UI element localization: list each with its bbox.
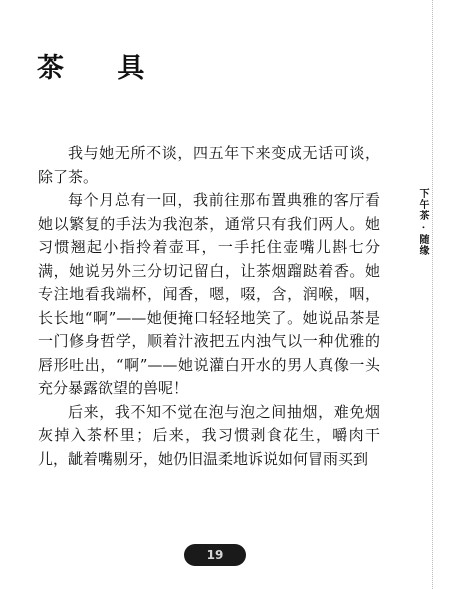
page-edge-line bbox=[432, 0, 433, 589]
body-text bbox=[38, 142, 380, 471]
paragraph: 后来，我不知不觉在泡与泡之间抽烟，难免烟灰掉入茶杯里；后来，我习惯剥食花生，嚼肉干儿，龇着嘴剔牙，她仍旧温柔地诉说如何冒雨买到 bbox=[38, 402, 380, 468]
paragraph: 每个月总有一回，我前往那布置典雅的客厅看她以繁复的手法为我泡茶，通常只有我们两人。她习惯翘起小指拎着壶耳，一手托住壶嘴儿斟七分满，她说另外三分切记留白，让茶烟蹓跶着香。她专注地看我端杯，闻香，嗯，啜，含，润喉，咽，长长地“啊”——她便掩口轻轻地笑了。她说品茶是一门修身哲学，顺着汁液把五内浊气以一种优雅的唇形吐出，“啊”——她说灌白开水的男人真像一头充分暴露欲望的兽呢！ bbox=[38, 191, 380, 397]
running-head: 下午茶 · 随缘 bbox=[417, 188, 428, 257]
chapter-title: 茶 具 bbox=[37, 53, 167, 84]
page-number: 19 bbox=[184, 544, 246, 566]
paragraph: 我与她无所不谈，四五年下来变成无话可谈，除了茶。 bbox=[38, 144, 380, 186]
